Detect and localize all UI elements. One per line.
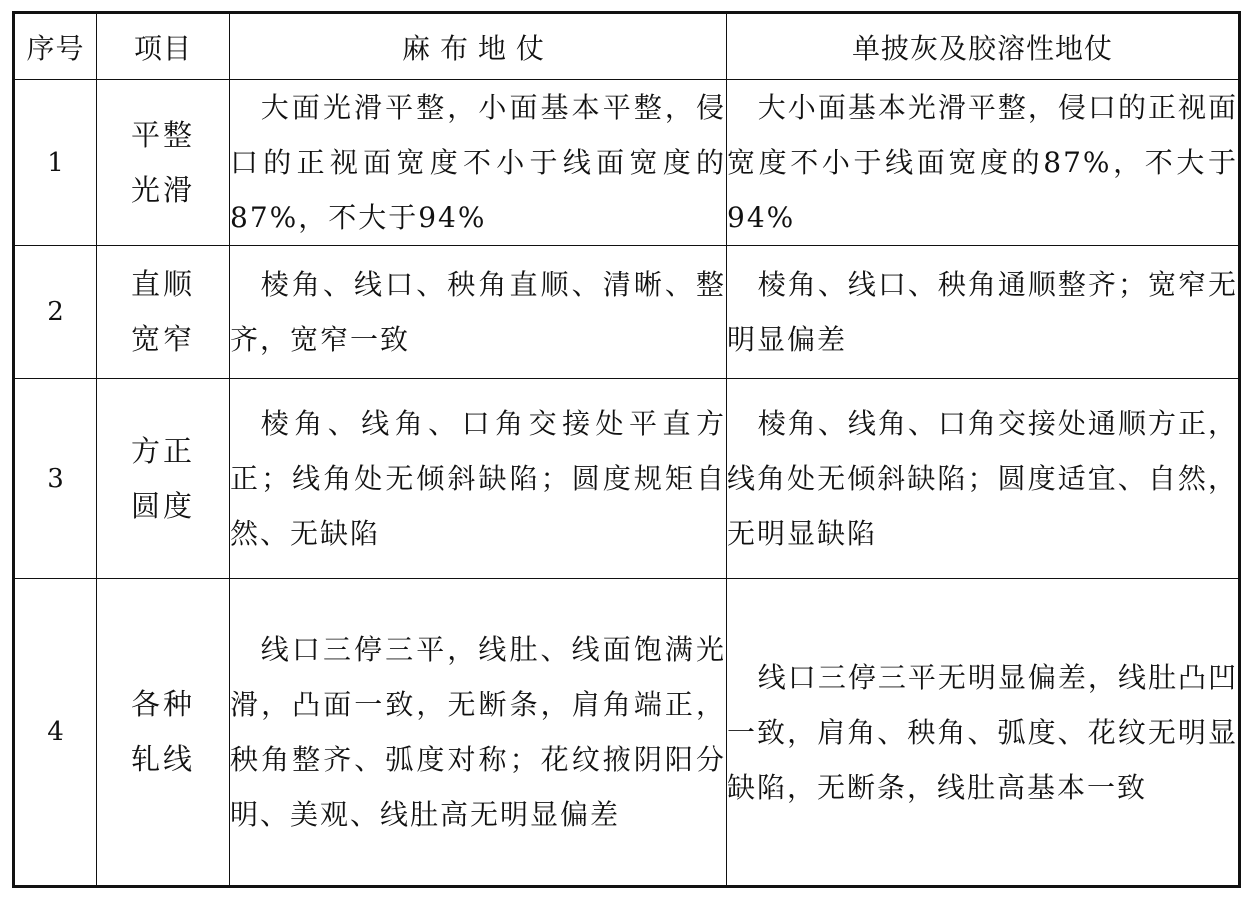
- row-item-label: 方正圆度: [130, 433, 195, 523]
- table-row: [14, 379, 1240, 579]
- single-coat-requirement: [727, 379, 1240, 579]
- row-item-label: 直顺宽窄: [130, 267, 195, 356]
- row-item-label: 各种轧线: [130, 687, 195, 776]
- linen-plaster-text: 棱角、线角、口角交接处平直方正；线角处无倾斜缺陷；圆度规矩自然、无缺陷: [230, 407, 726, 550]
- linen-plaster-requirement: [230, 379, 727, 579]
- row-item-cell: [97, 246, 230, 379]
- row-number: 2: [14, 246, 97, 379]
- single-coat-text: 大小面基本光滑平整，侵口的正视面宽度不小于线面宽度的87%，不大于94%: [727, 91, 1238, 234]
- header-item: 项目: [97, 13, 230, 80]
- row-item-cell: [97, 80, 230, 246]
- row-number: 3: [14, 379, 97, 579]
- row-item-cell: [97, 379, 230, 579]
- linen-plaster-text: 线口三停三平，线肚、线面饱满光滑，凸面一致，无断条，肩角端正，秧角整齐、弧度对称；花纹掖阴阳分明、美观、线肚高无明显偏差: [230, 633, 726, 831]
- row-number: 1: [14, 80, 97, 246]
- single-coat-text: 棱角、线口、秧角通顺整齐；宽窄无明显偏差: [727, 268, 1238, 356]
- single-coat-text: 线口三停三平无明显偏差，线肚凸凹一致，肩角、秧角、弧度、花纹无明显缺陷，无断条，线肚高基本一致: [727, 660, 1238, 804]
- linen-plaster-requirement: [230, 246, 727, 379]
- linen-plaster-text: 大面光滑平整，小面基本平整，侵口的正视面宽度不小于线面宽度的87%，不大于94%: [230, 91, 726, 234]
- single-coat-requirement: [727, 579, 1240, 887]
- quality-standard-table: [12, 11, 1241, 888]
- linen-plaster-requirement: [230, 80, 727, 246]
- header-single-coat-plaster: 单披灰及胶溶性地仗: [727, 13, 1240, 80]
- single-coat-text: 棱角、线角、口角交接处通顺方正，线角处无倾斜缺陷；圆度适宜、自然，无明显缺陷: [727, 407, 1238, 550]
- table-header-row: [14, 13, 1240, 80]
- header-serial-number: 序号: [14, 13, 97, 80]
- header-linen-plaster: 麻布地仗: [230, 13, 727, 80]
- row-item-cell: [97, 579, 230, 887]
- table-row: [14, 579, 1240, 887]
- row-item-label: 平整光滑: [130, 117, 195, 207]
- linen-plaster-requirement: [230, 579, 727, 887]
- row-number: 4: [14, 579, 97, 887]
- single-coat-requirement: [727, 80, 1240, 246]
- table-row: [14, 80, 1240, 246]
- document-page: [12, 11, 1238, 884]
- table-row: [14, 246, 1240, 379]
- linen-plaster-text: 棱角、线口、秧角直顺、清晰、整齐，宽窄一致: [230, 268, 726, 356]
- single-coat-requirement: [727, 246, 1240, 379]
